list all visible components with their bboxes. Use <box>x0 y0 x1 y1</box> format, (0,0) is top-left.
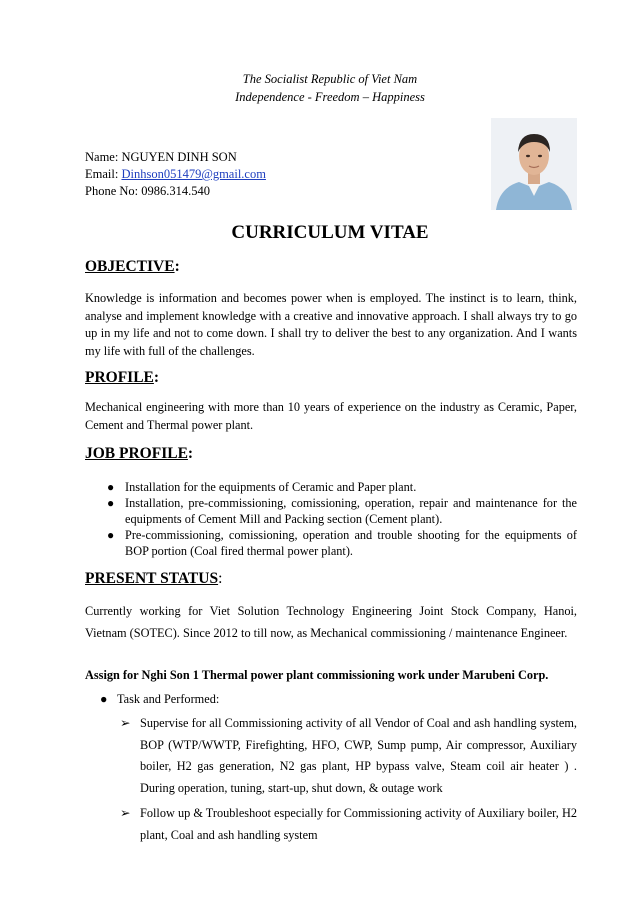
list-item <box>116 713 577 799</box>
list-item-text: Pre-commissioning, comissioning, operation and trouble shooting for the equipments of BOP portion (Coal fired thermal power plant). <box>125 528 577 558</box>
job-profile-list <box>85 479 577 559</box>
task-label: Task and Performed <box>117 692 216 706</box>
phone-line <box>85 183 266 200</box>
portrait-image <box>491 118 577 210</box>
present-status-text: Currently working for Viet Solution Technology Engineering Joint Stock Company, Hanoi, Vietnam (SOTEC). Since 2012 to till now, as Mechanical commissioning / maintenance Engineer. <box>85 604 577 640</box>
profile-heading-text: PROFILE <box>85 369 154 386</box>
present-status-heading-text: PRESENT STATUS <box>85 570 219 587</box>
list-item <box>85 479 577 495</box>
email-line <box>85 166 266 183</box>
contact-block <box>85 149 266 200</box>
country-header <box>0 70 638 106</box>
task-list <box>116 713 577 846</box>
name-label: Name: <box>85 150 119 164</box>
list-item-text: Supervise for all Commissioning activity of all Vendor of Coal and ash handling system, BOP (WTP/WWTP, Firefighting, HFO, CWP, Sump pump, Air compressor, Auxiliary boiler, H2 gas generation, N2 gas plant, HP bypass valve, Steam coil air heater ) . During operation, tuning, start-up, shut down, & outage work <box>140 716 577 795</box>
job-profile-heading: JOB PROFILE: <box>85 445 194 462</box>
objective-text: Knowledge is information and becomes power when is employed. The instinct is to learn, think, analyse and implement knowledge with a creative and innovative approach. I shall always try to go up in my life and not to come down. I shall try to deliver the best to any organization. And I wants my life with full of the challenges. <box>85 291 577 358</box>
bullet-icon: ● <box>107 528 115 542</box>
list-item <box>85 495 577 527</box>
list-item <box>85 527 577 559</box>
email-label: Email: <box>85 167 119 181</box>
objective-heading: OBJECTIVE: <box>85 258 180 275</box>
profile-heading: PROFILE: <box>85 369 160 386</box>
list-item-text: Installation, pre-commissioning, comissioning, operation, repair and maintenance for the equipments of Cement Mill and Packing section (Cement plant). <box>125 496 577 526</box>
assignment-line: Assign for Nghi Son 1 Thermal power plant commissioning work under Marubeni Corp. <box>85 668 549 682</box>
bullet-icon: ● <box>107 496 115 510</box>
arrow-bullet-icon: ➢ <box>120 806 131 820</box>
bullet-icon: ● <box>100 692 108 706</box>
present-status-heading: PRESENT STATUS: <box>85 570 223 587</box>
bullet-icon: ● <box>107 480 115 494</box>
list-item <box>116 803 577 846</box>
list-item-text: Follow up & Troubleshoot especially for Commissioning activity of Auxiliary boiler, H2 plant, Coal and ash handling system <box>140 806 577 842</box>
profile-text: Mechanical engineering with more than 10 years of experience on the industry as Ceramic, Paper, Cement and Thermal power plant. <box>85 400 577 432</box>
job-profile-heading-text: JOB PROFILE <box>85 445 188 462</box>
list-item-text: Installation for the equipments of Ceramic and Paper plant. <box>125 480 417 494</box>
arrow-bullet-icon: ➢ <box>120 716 131 730</box>
national-motto: Independence - Freedom – Happiness <box>235 90 425 104</box>
profile-photo <box>491 118 577 210</box>
phone-value: 0986.314.540 <box>141 184 210 198</box>
document-title: CURRICULUM VITAE <box>231 222 429 243</box>
name-value: NGUYEN DINH SON <box>121 150 237 164</box>
name-line <box>85 149 266 166</box>
objective-heading-text: OBJECTIVE <box>85 258 175 275</box>
email-link[interactable]: Dinhson051479@gmail.com <box>121 167 266 181</box>
task-heading: ● Task and Performed: <box>100 692 220 706</box>
phone-label: Phone No: <box>85 184 139 198</box>
country-name: The Socialist Republic of Viet Nam <box>242 72 418 86</box>
